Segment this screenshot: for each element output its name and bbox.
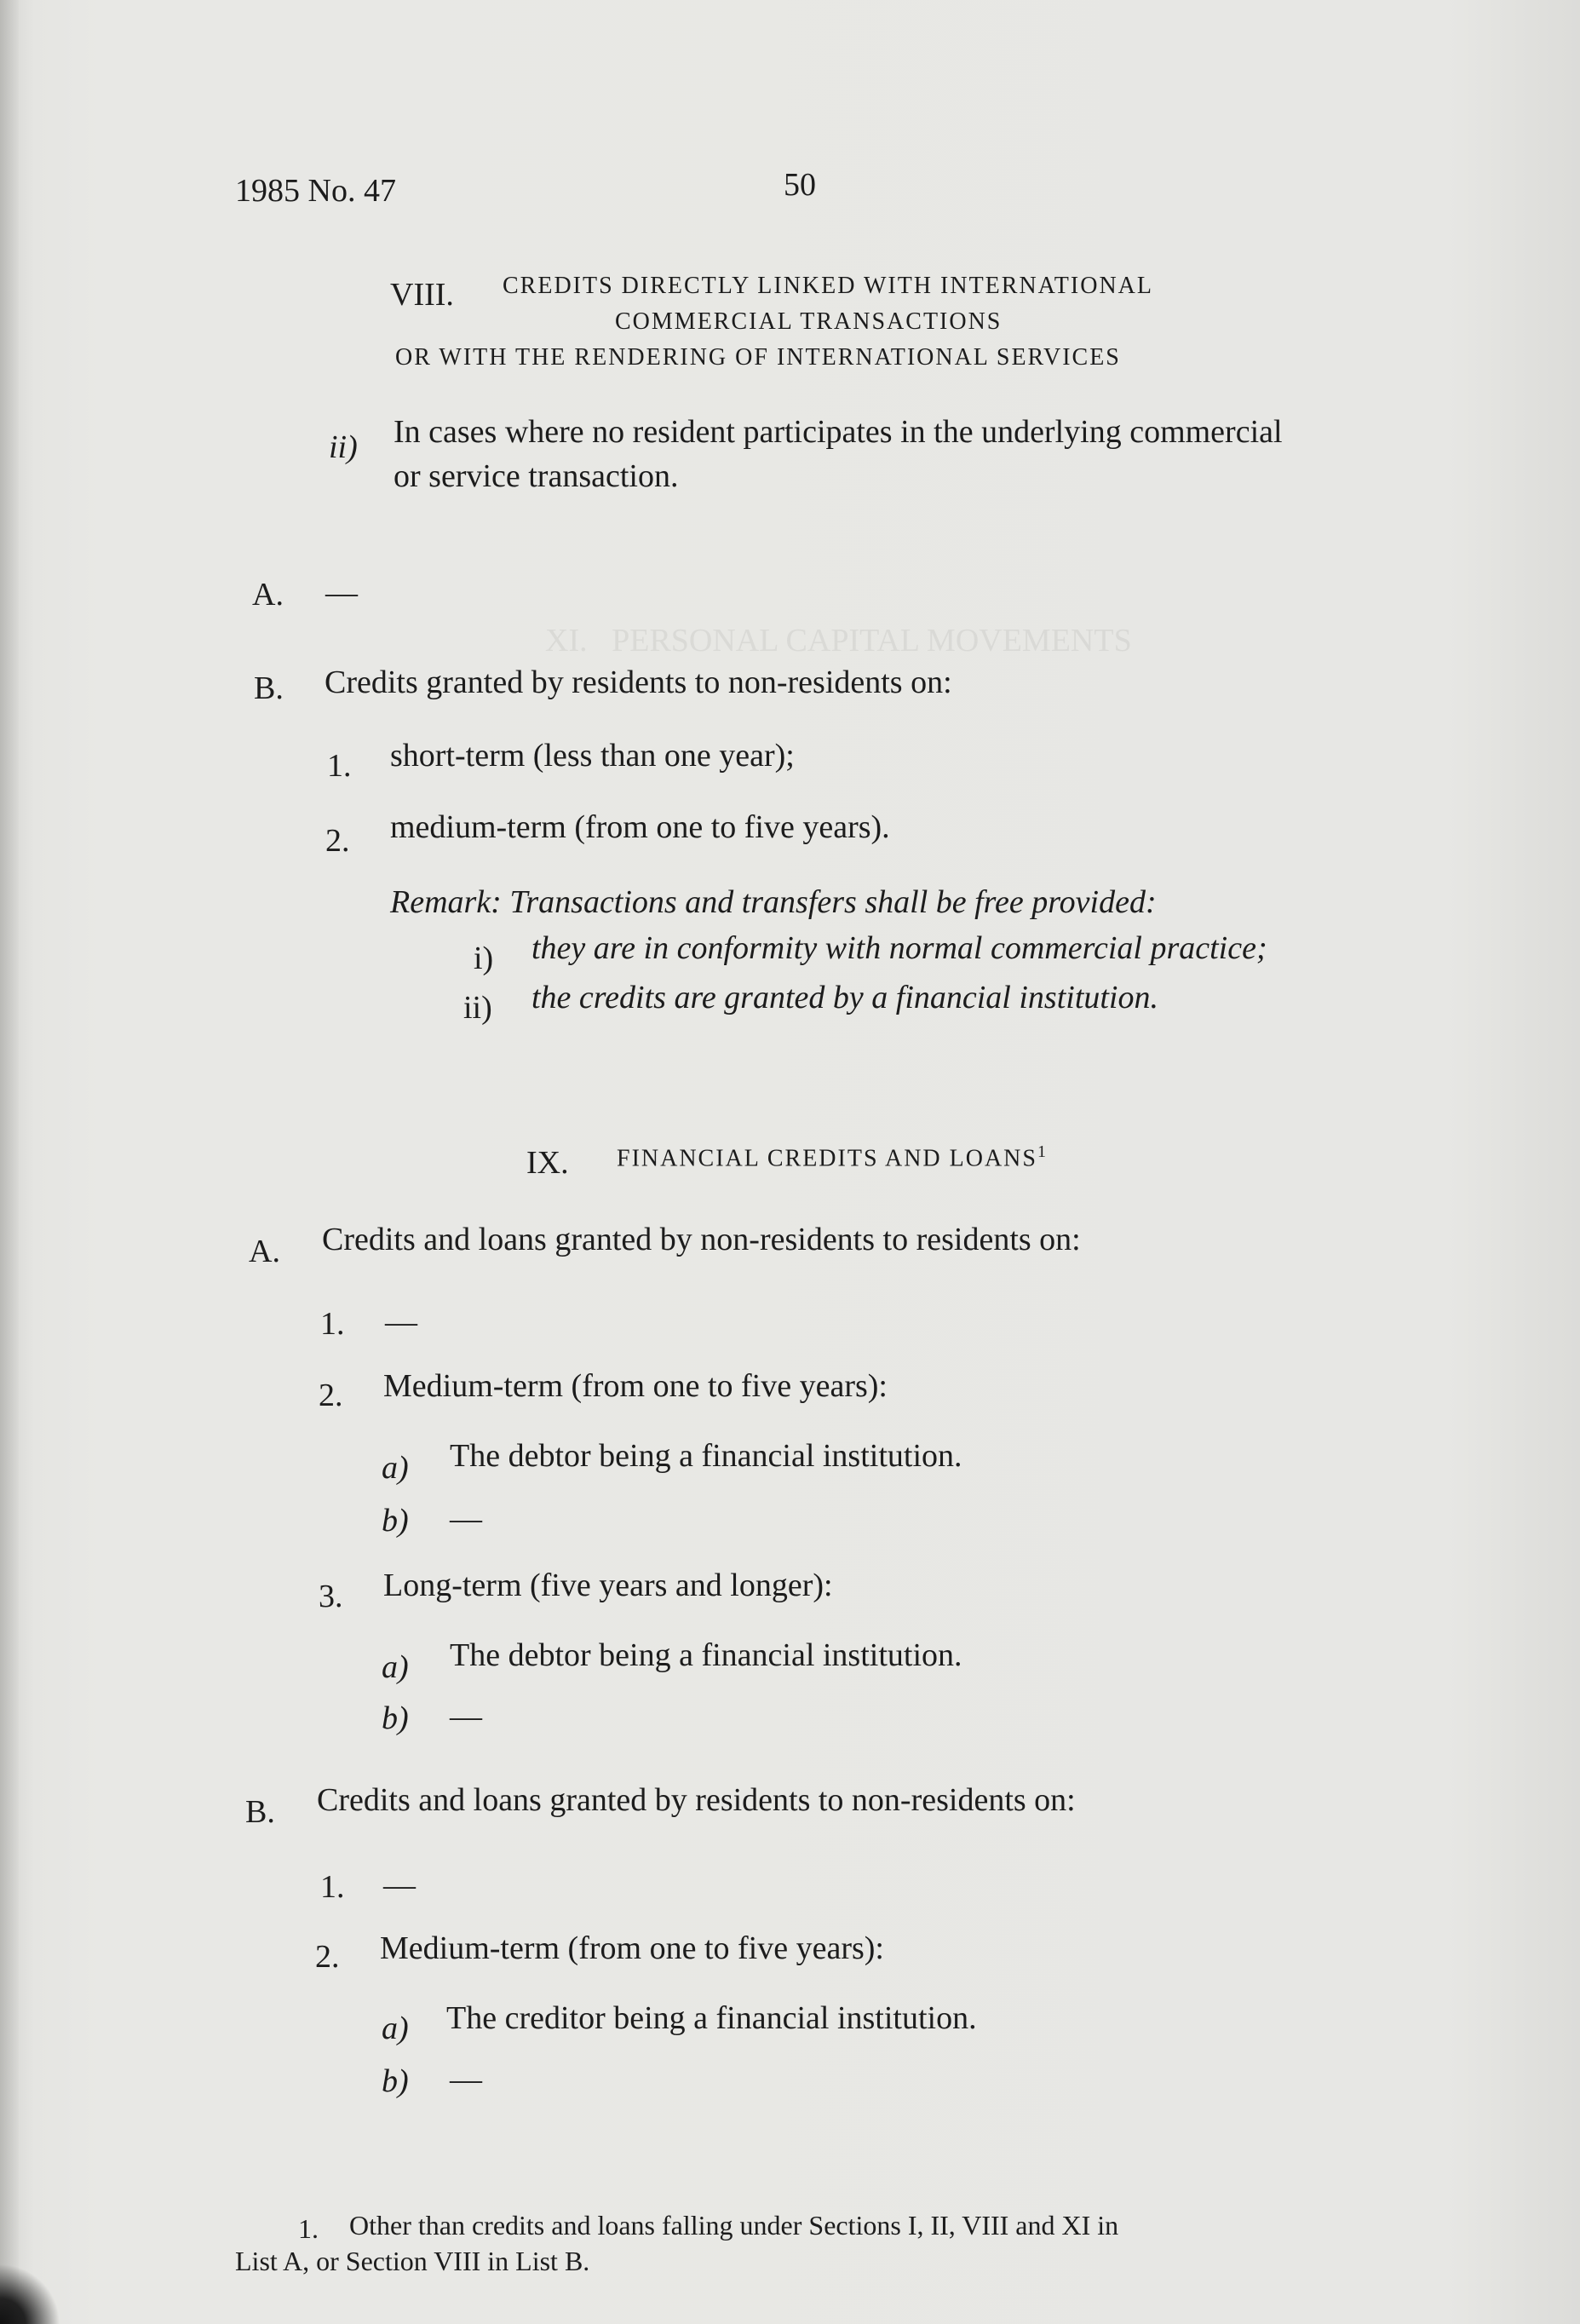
ix-a1-label: 1. bbox=[320, 1306, 345, 1342]
ix-a-label: A. bbox=[249, 1234, 280, 1269]
scan-corner-shadow bbox=[0, 2249, 60, 2324]
ix-a2b-label: b) bbox=[382, 1503, 409, 1539]
ix-b2a-label: a) bbox=[382, 2010, 409, 2046]
remark-text: Remark: Transactions and transfers shall be free provided: bbox=[390, 884, 1157, 920]
ix-b-label: B. bbox=[245, 1794, 275, 1830]
section-ix-title-text: FINANCIAL CREDITS AND LOANS bbox=[617, 1145, 1037, 1172]
item-ii-label: ii) bbox=[329, 429, 358, 465]
item-ii-text-line1: In cases where no resident participates in the underlying commercial bbox=[394, 414, 1283, 450]
viii-a-label: A. bbox=[252, 577, 284, 613]
document-reference: 1985 No. 47 bbox=[235, 173, 396, 209]
ix-b2-text: Medium-term (from one to five years): bbox=[380, 1930, 884, 1966]
ix-a3a-text: The debtor being a financial institution. bbox=[450, 1637, 962, 1673]
viii-b-label: B. bbox=[254, 670, 284, 706]
ix-a2a-label: a) bbox=[382, 1450, 409, 1486]
ix-b1-label: 1. bbox=[320, 1869, 345, 1905]
ix-a3b-label: b) bbox=[382, 1700, 409, 1736]
section-ix-numeral: IX. bbox=[526, 1145, 569, 1181]
section-ix-title bbox=[617, 1143, 1048, 1171]
remark-i-text: they are in conformity with normal commercial practice; bbox=[531, 930, 1267, 966]
ix-b1-text: — bbox=[383, 1867, 416, 1903]
ix-b2-label: 2. bbox=[315, 1939, 340, 1975]
remark-i-label: i) bbox=[474, 941, 494, 976]
ix-a1-text: — bbox=[385, 1304, 417, 1340]
ix-b2b-text: — bbox=[450, 2062, 482, 2097]
viii-b1-text: short-term (less than one year); bbox=[390, 738, 795, 774]
viii-b1-label: 1. bbox=[327, 748, 352, 784]
viii-b2-text: medium-term (from one to five years). bbox=[390, 809, 890, 845]
ix-b-text: Credits and loans granted by residents to non-residents on: bbox=[317, 1782, 1076, 1818]
section-viii-title-line3: OR WITH THE RENDERING OF INTERNATIONAL SERVICES bbox=[395, 344, 1121, 371]
section-viii-numeral: VIII. bbox=[390, 277, 454, 313]
ix-a2b-text: — bbox=[450, 1501, 482, 1537]
remark-ii-label: ii) bbox=[463, 990, 492, 1026]
section-viii-title-line1: CREDITS DIRECTLY LINKED WITH INTERNATIONAL bbox=[503, 273, 1153, 299]
ix-a3b-text: — bbox=[450, 1699, 482, 1734]
footnote-line1: Other than credits and loans falling under Sections I, II, VIII and XI in bbox=[349, 2210, 1119, 2241]
ix-a2-label: 2. bbox=[319, 1378, 343, 1413]
footnote-number: 1. bbox=[298, 2213, 319, 2244]
viii-b-text: Credits granted by residents to non-residents on: bbox=[325, 664, 952, 700]
book-spine-shadow bbox=[0, 0, 19, 2324]
viii-b2-label: 2. bbox=[325, 823, 350, 859]
item-ii-text-line2: or service transaction. bbox=[394, 458, 679, 494]
ix-a2-text: Medium-term (from one to five years): bbox=[383, 1368, 888, 1404]
remark-ii-text: the credits are granted by a financial institution. bbox=[531, 980, 1158, 1015]
ix-b2a-text: The creditor being a financial institution. bbox=[446, 2000, 977, 2036]
ix-a3-text: Long-term (five years and longer): bbox=[383, 1568, 833, 1603]
ix-b2b-label: b) bbox=[382, 2063, 409, 2099]
ix-a-text: Credits and loans granted by non-residents to residents on: bbox=[322, 1222, 1081, 1257]
show-through-ghost: XI. PERSONAL CAPITAL MOVEMENTS bbox=[545, 623, 1132, 659]
ix-a3-label: 3. bbox=[319, 1579, 343, 1614]
ix-a2a-text: The debtor being a financial institution. bbox=[450, 1438, 962, 1474]
viii-a-text: — bbox=[325, 575, 358, 611]
footnote-line2: List A, or Section VIII in List B. bbox=[235, 2246, 590, 2276]
section-viii-title-line2: COMMERCIAL TRANSACTIONS bbox=[615, 308, 1003, 335]
page-number: 50 bbox=[784, 167, 816, 203]
ix-a3a-label: a) bbox=[382, 1649, 409, 1685]
footnote-marker: 1 bbox=[1037, 1142, 1048, 1161]
